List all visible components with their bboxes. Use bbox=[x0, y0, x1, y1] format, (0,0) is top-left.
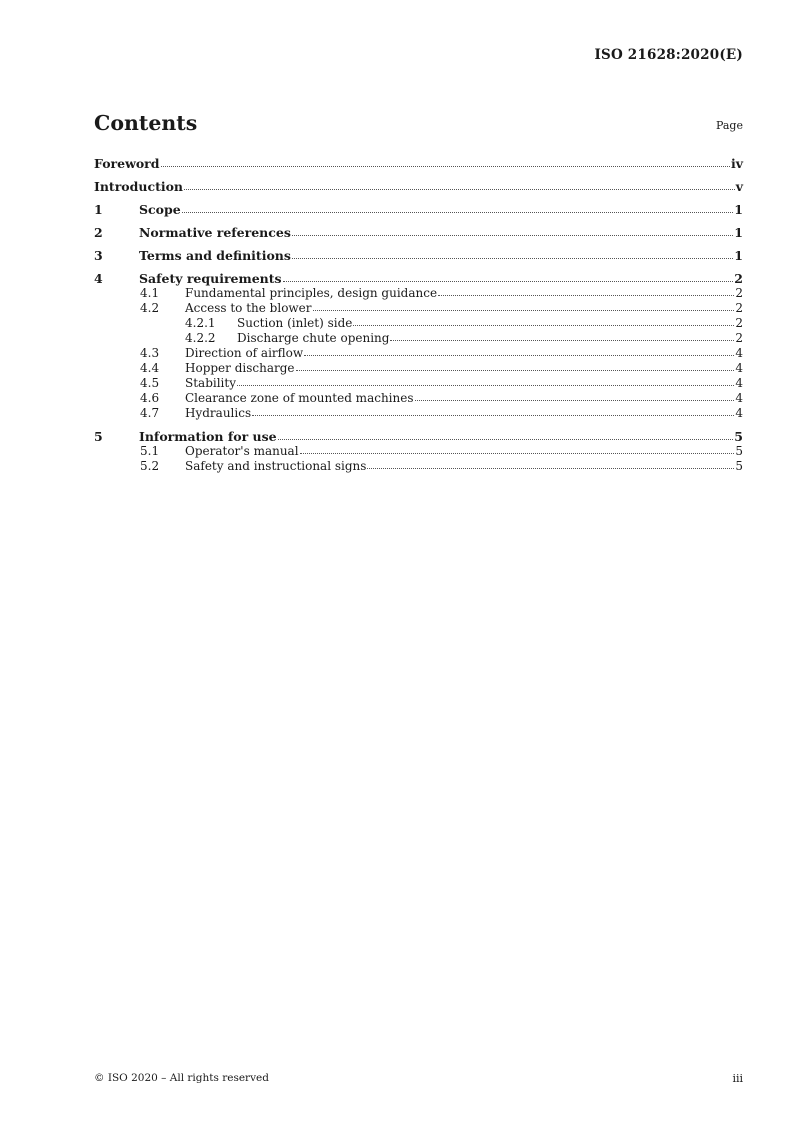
toc-entry-page: 1 bbox=[734, 202, 743, 217]
toc-entry-page: v bbox=[735, 179, 743, 194]
toc-entry-page: 4 bbox=[735, 391, 743, 405]
toc-entry-hopper-discharge[interactable] bbox=[94, 361, 743, 376]
toc-entry-number: 2 bbox=[94, 225, 103, 240]
toc-entry-page: 2 bbox=[735, 301, 743, 315]
toc-entry-discharge-chute-opening[interactable] bbox=[94, 331, 743, 346]
toc-entry-clearance-zone[interactable] bbox=[94, 391, 743, 406]
toc-leader-dots bbox=[313, 309, 735, 311]
toc-entry-page: 4 bbox=[735, 376, 743, 390]
toc-leader-dots bbox=[438, 294, 734, 296]
toc-entry-stability[interactable] bbox=[94, 376, 743, 391]
toc-entry-page: 2 bbox=[734, 271, 743, 286]
toc-entry-page: 2 bbox=[735, 286, 743, 300]
toc-entry-page: 4 bbox=[735, 406, 743, 420]
toc-leader-dots bbox=[300, 452, 735, 454]
page-title: Contents bbox=[94, 111, 198, 135]
toc-leader-dots bbox=[184, 188, 735, 190]
toc-entry-page: 5 bbox=[735, 459, 743, 473]
toc-entry-number: 4.4 bbox=[140, 361, 160, 375]
toc-entry-page: 4 bbox=[735, 346, 743, 360]
toc-entry-title: Operator's manual bbox=[185, 444, 299, 458]
toc-entry-terms-and-definitions[interactable] bbox=[94, 248, 743, 263]
toc-leader-dots bbox=[415, 399, 735, 401]
toc-entry-number: 4.6 bbox=[140, 391, 160, 405]
toc-leader-dots bbox=[292, 257, 733, 259]
toc-entry-page: 2 bbox=[735, 316, 743, 330]
toc-entry-direction-of-airflow[interactable] bbox=[94, 346, 743, 361]
toc-entry-page: 5 bbox=[734, 429, 743, 444]
toc-entry-title: Hopper discharge bbox=[185, 361, 295, 375]
toc-entry-information-for-use[interactable] bbox=[94, 429, 743, 444]
toc-leader-dots bbox=[292, 234, 733, 236]
toc-leader-dots bbox=[390, 339, 734, 341]
copyright-notice: © ISO 2020 – All rights reserved bbox=[94, 1072, 269, 1084]
toc-entry-title: Clearance zone of mounted machines bbox=[185, 391, 414, 405]
toc-entry-number: 3 bbox=[94, 248, 103, 263]
toc-entry-title: Safety and instructional signs bbox=[185, 459, 367, 473]
toc-entry-number: 4.1 bbox=[140, 286, 160, 300]
toc-entry-page: 2 bbox=[735, 331, 743, 345]
toc-entry-number: 5.1 bbox=[140, 444, 160, 458]
toc-entry-suction-side[interactable] bbox=[94, 316, 743, 331]
toc-entry-safety-requirements[interactable] bbox=[94, 271, 743, 286]
toc-entry-title: Access to the blower bbox=[185, 301, 312, 315]
toc-entry-number: 5.2 bbox=[140, 459, 160, 473]
toc-leader-dots bbox=[278, 438, 734, 440]
toc-entry-number: 4.3 bbox=[140, 346, 160, 360]
toc-entry-number: 1 bbox=[94, 202, 103, 217]
toc-entry-fundamental-principles[interactable] bbox=[94, 286, 743, 301]
toc-entry-number: 4.2 bbox=[140, 301, 160, 315]
toc-leader-dots bbox=[304, 354, 734, 356]
toc-entry-number: 5 bbox=[94, 429, 103, 444]
document-id: ISO 21628:2020(E) bbox=[594, 47, 743, 63]
toc-entry-number: 4.5 bbox=[140, 376, 160, 390]
toc-entry-access-to-blower[interactable] bbox=[94, 301, 743, 316]
toc-entry-title: Scope bbox=[139, 202, 181, 217]
toc-entry-title: Suction (inlet) side bbox=[237, 316, 353, 330]
toc-entry-number: 4 bbox=[94, 271, 103, 286]
toc-entry-number: 4.7 bbox=[140, 406, 160, 420]
toc-leader-dots bbox=[161, 165, 730, 167]
toc-entry-page: 4 bbox=[735, 361, 743, 375]
toc-entry-title: Foreword bbox=[94, 156, 160, 171]
toc-entry-title: Information for use bbox=[139, 429, 277, 444]
toc-entry-page: 1 bbox=[734, 225, 743, 240]
toc-leader-dots bbox=[367, 467, 734, 469]
toc-leader-dots bbox=[182, 211, 734, 213]
toc-entry-page: 1 bbox=[734, 248, 743, 263]
toc-entry-title: Stability bbox=[185, 376, 236, 390]
toc-leader-dots bbox=[283, 280, 734, 282]
toc-entry-normative-references[interactable] bbox=[94, 225, 743, 240]
toc-entry-title: Direction of airflow bbox=[185, 346, 304, 360]
toc-leader-dots bbox=[252, 414, 734, 416]
toc-entry-hydraulics[interactable] bbox=[94, 406, 743, 421]
table-of-contents bbox=[94, 156, 743, 474]
toc-leader-dots bbox=[237, 384, 734, 386]
toc-entry-title: Discharge chute opening bbox=[237, 331, 390, 345]
toc-entry-scope[interactable] bbox=[94, 202, 743, 217]
page-column-label: Page bbox=[715, 119, 743, 132]
toc-entry-operators-manual[interactable] bbox=[94, 444, 743, 459]
toc-entry-foreword[interactable] bbox=[94, 156, 743, 171]
toc-entry-title: Hydraulics bbox=[185, 406, 252, 420]
toc-entry-safety-signs[interactable] bbox=[94, 459, 743, 474]
page-number: iii bbox=[732, 1072, 743, 1085]
toc-entry-title: Fundamental principles, design guidance bbox=[185, 286, 438, 300]
toc-entry-introduction[interactable] bbox=[94, 179, 743, 194]
toc-entry-number: 4.2.2 bbox=[185, 331, 216, 345]
toc-entry-number: 4.2.1 bbox=[185, 316, 216, 330]
toc-entry-page: iv bbox=[730, 156, 743, 171]
toc-entry-title: Terms and definitions bbox=[139, 248, 291, 263]
toc-entry-title: Introduction bbox=[94, 179, 184, 194]
toc-entry-title: Normative references bbox=[139, 225, 291, 240]
toc-leader-dots bbox=[353, 324, 734, 326]
toc-entry-page: 5 bbox=[735, 444, 743, 458]
toc-leader-dots bbox=[296, 369, 735, 371]
toc-entry-title: Safety requirements bbox=[139, 271, 282, 286]
